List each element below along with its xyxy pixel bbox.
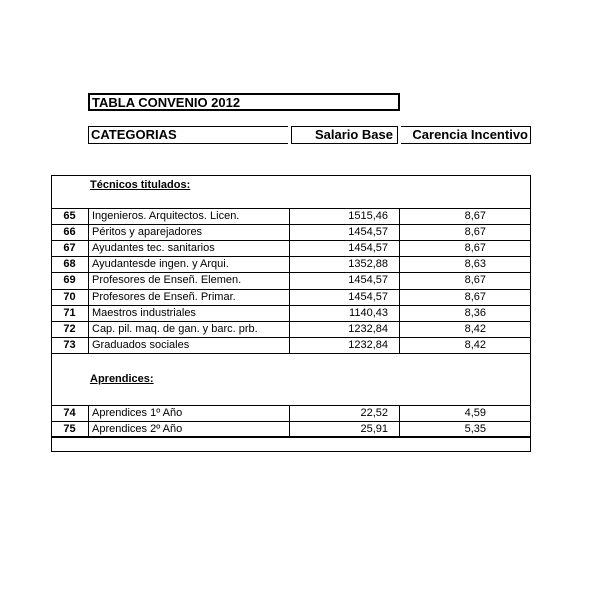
- row-salario-base: 22,52: [360, 407, 388, 419]
- row-salario-base: 1232,84: [348, 323, 388, 335]
- row-number: 66: [63, 226, 76, 238]
- column-header-row: [88, 126, 531, 144]
- table-row: [51, 240, 531, 256]
- row-number: 73: [63, 339, 76, 351]
- section-label-tecnicos: Técnicos titulados:: [90, 179, 191, 191]
- row-number: 65: [63, 210, 76, 222]
- row-number: 72: [63, 323, 76, 335]
- header-carencia-incentivo: Carencia Incentivo: [401, 126, 531, 144]
- table-row: [51, 289, 531, 305]
- row-divider: [51, 436, 531, 437]
- row-number: 71: [63, 307, 76, 319]
- table-row: [51, 321, 531, 337]
- table-row: [51, 337, 531, 353]
- section-label-aprendices: Aprendices:: [90, 373, 154, 385]
- table-row: [51, 256, 531, 272]
- row-carencia-incentivo: 8,67: [464, 242, 486, 254]
- row-divider: [51, 437, 531, 438]
- row-salario-base: 1454,57: [348, 226, 388, 238]
- row-carencia-incentivo: 8,67: [464, 291, 486, 303]
- row-carencia-incentivo: 8,67: [464, 210, 486, 222]
- row-categoria: Maestros industriales: [92, 307, 196, 319]
- row-categoria: Péritos y aparejadores: [92, 226, 203, 238]
- row-carencia-incentivo: 8,36: [464, 307, 486, 319]
- header-categorias: CATEGORIAS: [88, 126, 288, 144]
- row-salario-base: 1454,57: [348, 291, 388, 303]
- row-carencia-incentivo: 8,63: [464, 258, 486, 270]
- row-categoria: Profesores de Enseñ. Elemen.: [92, 274, 242, 286]
- table-row: [51, 224, 531, 240]
- row-salario-base: 1140,43: [349, 307, 388, 319]
- row-categoria: Aprendices 1º Año: [92, 407, 183, 419]
- row-carencia-incentivo: 8,67: [464, 226, 486, 238]
- row-salario-base: 1454,57: [348, 274, 388, 286]
- row-number: 75: [63, 423, 76, 435]
- row-carencia-incentivo: 8,67: [464, 274, 486, 286]
- row-divider: [51, 353, 531, 354]
- row-carencia-incentivo: 4,59: [464, 407, 486, 419]
- table-title-box: [88, 93, 400, 111]
- row-carencia-incentivo: 8,42: [464, 323, 486, 335]
- row-salario-base: 1232,84: [348, 339, 388, 351]
- row-categoria: Ayudantes tec. sanitarios: [92, 242, 215, 254]
- row-carencia-incentivo: 5,35: [464, 423, 486, 435]
- table-row: [51, 421, 531, 437]
- row-number: 70: [63, 291, 76, 303]
- row-salario-base: 1352,88: [348, 258, 388, 270]
- row-categoria: Cap. pil. maq. de gan. y barc. prb.: [92, 323, 258, 335]
- row-categoria: Ayudantesde ingen. y Arqui.: [92, 258, 229, 270]
- row-carencia-incentivo: 8,42: [464, 339, 486, 351]
- row-salario-base: 25,91: [360, 423, 388, 435]
- table-row: [51, 208, 531, 224]
- row-salario-base: 1454,57: [348, 242, 388, 254]
- row-categoria: Graduados sociales: [92, 339, 190, 351]
- row-categoria: Profesores de Enseñ. Primar.: [92, 291, 236, 303]
- row-number: 69: [63, 274, 76, 286]
- table-title: TABLA CONVENIO 2012: [92, 95, 241, 110]
- row-categoria: Aprendices 2º Año: [92, 423, 183, 435]
- row-number: 68: [63, 258, 76, 270]
- table-row: [51, 305, 531, 321]
- row-number: 67: [63, 242, 76, 254]
- row-number: 74: [63, 407, 76, 419]
- row-categoria: Ingenieros. Arquitectos. Licen.: [92, 210, 240, 222]
- table-row: [51, 405, 531, 421]
- row-salario-base: 1515,46: [348, 210, 388, 222]
- header-salario-base: Salario Base: [291, 126, 398, 144]
- table-row: [51, 272, 531, 288]
